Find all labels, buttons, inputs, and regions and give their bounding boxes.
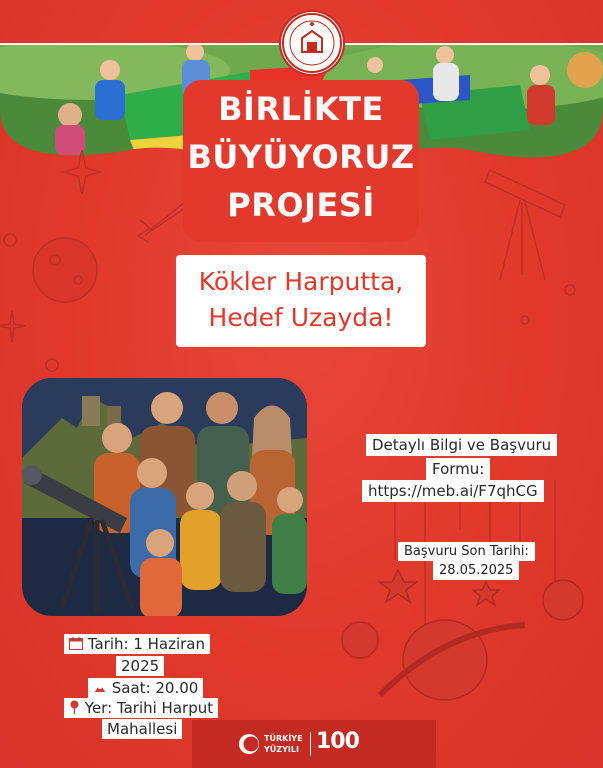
title-line-2: BÜYÜYORUZ [187, 138, 415, 176]
crescent-logo-icon [238, 733, 260, 755]
deadline-line-1: Başvuru Son Tarihi: [398, 542, 535, 561]
event-date-row [64, 634, 210, 654]
family-telescope-illustration [22, 378, 307, 616]
subtitle-box [176, 255, 426, 347]
footer-brand-line-2: YÜZYILI [264, 745, 299, 754]
event-date-label: Tarih: 1 Haziran [87, 635, 206, 653]
event-time-row [88, 678, 203, 698]
event-place-row [64, 698, 218, 718]
event-place-label: Yer: Tarihi Harput [84, 699, 214, 717]
event-date-year: 2025 [116, 656, 164, 676]
info-line-1: Detaylı Bilgi ve Başvuru [366, 434, 557, 456]
event-time-label: Saat: 20.00 [111, 679, 199, 697]
title-line-1: BİRLİKTE [218, 90, 384, 128]
subtitle-line-2: Hedef Uzayda! [208, 303, 394, 332]
footer-divider [310, 732, 311, 756]
calendar-icon [69, 637, 83, 650]
info-line-2: Formu: [426, 458, 490, 480]
subtitle-line-1: Kökler Harputta, [198, 267, 404, 296]
application-link[interactable]: https://meb.ai/F7qhCG [362, 480, 544, 502]
event-place-line-2: Mahallesi [102, 719, 182, 739]
title-line-3: PROJESİ [227, 186, 375, 224]
title-box [183, 80, 419, 242]
footer-anniversary: 100 [316, 729, 359, 754]
footer-bar [192, 720, 436, 768]
clock-icon [93, 681, 107, 694]
footer-brand-line-1: TÜRKİYE [264, 734, 303, 743]
ministry-logo [281, 12, 343, 74]
pin-icon [69, 700, 80, 714]
deadline-date: 28.05.2025 [433, 561, 519, 580]
